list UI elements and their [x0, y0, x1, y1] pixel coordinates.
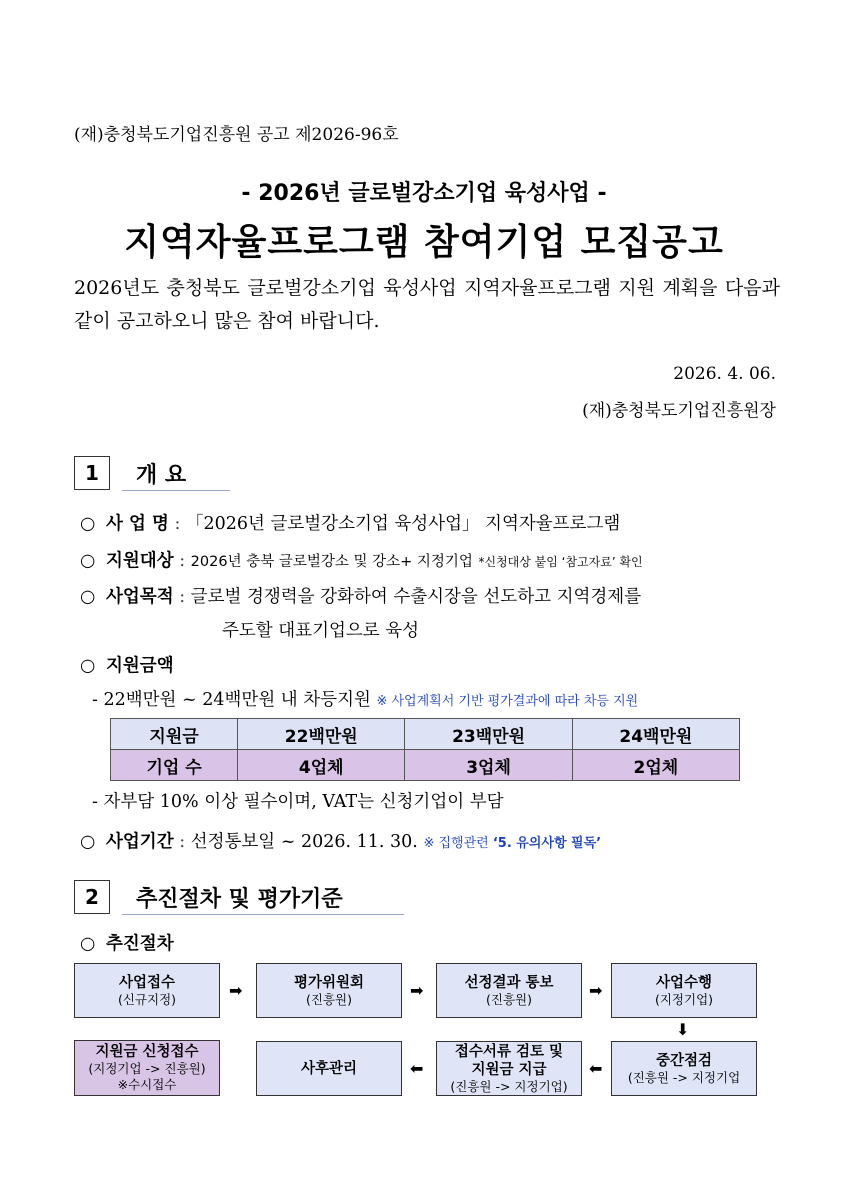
table-cell: 기업 수	[111, 750, 238, 781]
flow-step-sub: (지정기업 -> 진흥원)	[88, 1061, 206, 1076]
purpose-line-2: 주도할 대표기업으로 육성	[222, 621, 420, 641]
flow-step-title: 사업수행	[655, 974, 713, 991]
flow-step-title: 중간점검	[655, 1052, 713, 1069]
purpose-row	[80, 583, 641, 608]
flow-step-sub: (진흥원 -> 지정기업)	[450, 1078, 568, 1094]
flow-step-execution	[611, 963, 757, 1018]
page-title: 지역자율프로그램 참여기업 모집공고	[124, 222, 724, 263]
colon: :	[179, 832, 191, 852]
period-value: 선정통보일 ~ 2026. 11. 30.	[190, 832, 418, 852]
period-row	[80, 828, 601, 853]
circle-bullet-icon: ○	[80, 656, 96, 676]
table-cell: 22백만원	[238, 719, 405, 750]
circle-bullet-icon: ○	[80, 587, 96, 607]
procedure-row	[80, 930, 174, 955]
flow-step-review-payment	[436, 1041, 582, 1096]
table-cell: 4업체	[238, 750, 405, 781]
flow-step-application	[74, 963, 220, 1018]
flow-step-sub: (진흥원)	[486, 991, 532, 1007]
amount-note: ※ 사업계획서 기반 평가결과에 따라 차등 지원	[376, 694, 639, 709]
funding-table	[110, 718, 740, 781]
table-cell: 3업체	[405, 750, 572, 781]
subtitle: - 2026년 글로벌강소기업 육성사업 -	[241, 181, 607, 206]
table-cell: 2업체	[572, 750, 739, 781]
arrow-right-icon: ➡	[229, 981, 243, 1000]
flow-step-title: 사후관리	[300, 1060, 358, 1077]
colon: :	[174, 514, 186, 534]
section-1-number: 1	[74, 456, 110, 490]
flow-step-notification	[436, 963, 582, 1018]
table-cell: 23백만원	[405, 719, 572, 750]
flow-step-title: 선정결과 통보	[464, 974, 554, 991]
purpose-line-1: 글로벌 경쟁력을 강화하여 수출시장을 선도하고 지역경제를	[190, 587, 642, 607]
amount-label: 지원금액	[106, 656, 174, 676]
period-label: 사업기간	[106, 832, 174, 852]
procedure-label: 추진절차	[106, 934, 174, 954]
self-burden-note: - 자부담 10% 이상 필수이며, VAT는 신청기업이 부담	[92, 792, 504, 812]
flow-step-title-1: 접수서류 검토 및	[454, 1043, 564, 1060]
purpose-label: 사업목적	[106, 587, 174, 607]
target-row	[80, 547, 643, 572]
announcement-date: 2026. 4. 06.	[673, 364, 776, 384]
amount-detail-row	[92, 686, 638, 711]
target-value: 2026년 충북 글로벌강소 및 강소+ 지정기업	[190, 554, 473, 570]
period-note	[423, 836, 601, 851]
business-name-label: 사 업 명	[106, 514, 169, 534]
table-cell: 지원금	[111, 719, 238, 750]
arrow-left-icon: ⬅	[589, 1059, 603, 1078]
company-count-row	[111, 750, 740, 781]
flow-step-committee	[256, 963, 402, 1018]
flow-step-interim-check	[611, 1041, 757, 1096]
colon: :	[179, 587, 191, 607]
arrow-down-icon: ⬇	[676, 1020, 690, 1039]
period-note-emphasis: ‘5. 유의사항 필독’	[492, 836, 602, 851]
flow-step-sub: (신규지정)	[117, 991, 177, 1007]
document-number: (재)충청북도기업진흥원 공고 제2026-96호	[74, 125, 399, 145]
flow-step-title: 평가위원회	[293, 974, 365, 991]
amount-row	[80, 652, 174, 677]
flow-step-title: 지원금 신청접수	[95, 1044, 199, 1060]
issuer: (재)충청북도기업진흥원장	[582, 401, 776, 421]
target-note: *신청대상 붙임 ‘참고자료’ 확인	[478, 555, 643, 569]
flow-step-sub: (진흥원)	[306, 991, 352, 1007]
amount-detail: - 22백만원 ~ 24백만원 내 차등지원	[92, 690, 371, 710]
flow-step-sub: (진흥원 -> 지정기업	[627, 1069, 741, 1085]
circle-bullet-icon: ○	[80, 514, 96, 534]
target-label: 지원대상	[106, 551, 174, 571]
colon: :	[179, 551, 191, 571]
funding-row	[111, 719, 740, 750]
arrow-right-icon: ➡	[410, 981, 424, 1000]
flow-step-fund-request	[74, 1040, 220, 1096]
circle-bullet-icon: ○	[80, 551, 96, 571]
intro-paragraph: 2026년도 충청북도 글로벌강소기업 육성사업 지역자율프로그램 지원 계획을 다음과 같이 공고하오니 많은 참여 바랍니다.	[74, 277, 780, 332]
section-2-title: 추진절차 및 평가기준	[136, 887, 343, 912]
section-1-title: 개 요	[136, 463, 187, 488]
period-note-prefix: ※ 집행관련	[423, 836, 493, 851]
circle-bullet-icon: ○	[80, 934, 96, 954]
flow-step-note: ※수시접수	[117, 1077, 177, 1092]
section-1-underline	[122, 490, 230, 491]
section-2-number: 2	[74, 880, 110, 914]
flow-step-follow-up	[256, 1041, 402, 1096]
flow-step-title-2: 지원금 지급	[471, 1061, 547, 1078]
flow-step-title: 사업접수	[118, 974, 176, 991]
business-name-value: 「2026년 글로벌강소기업 육성사업」 지역자율프로그램	[185, 514, 621, 534]
circle-bullet-icon: ○	[80, 832, 96, 852]
business-name-row	[80, 510, 620, 535]
flow-step-sub: (지정기업)	[654, 991, 714, 1007]
section-2-underline	[122, 914, 404, 915]
arrow-right-icon: ➡	[589, 981, 603, 1000]
arrow-left-icon: ⬅	[410, 1059, 424, 1078]
table-cell: 24백만원	[572, 719, 739, 750]
